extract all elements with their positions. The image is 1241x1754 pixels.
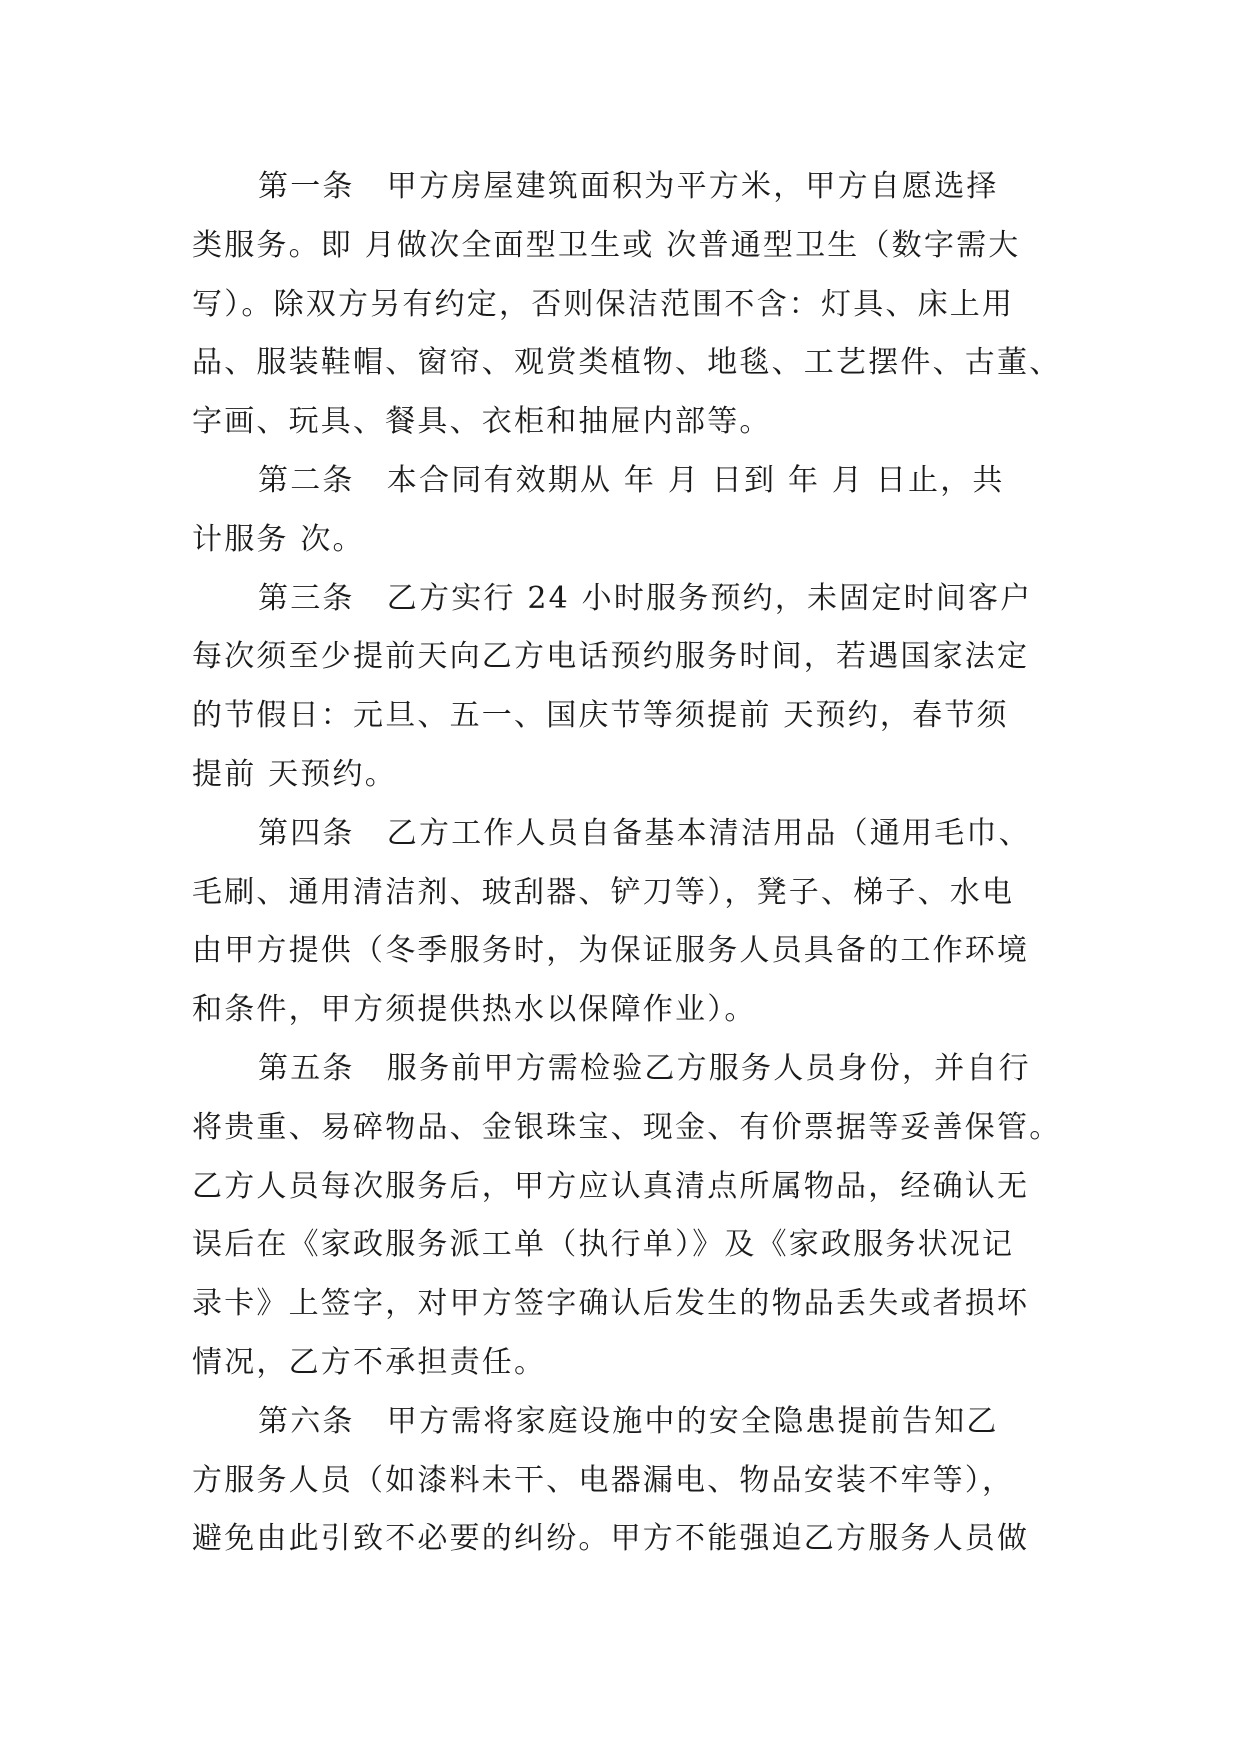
article-5-line-2: 将贵重、易碎物品、金银珠宝、现金、有价票据等妥善保管。: [192, 1109, 1062, 1145]
article-1-line-2: 类服务。即 月做次全面型卫生或 次普通型卫生（数字需大: [192, 227, 1021, 263]
article-5-line-3: 乙方人员每次服务后，甲方应认真清点所属物品，经确认无: [192, 1168, 1030, 1204]
article-5-line-5: 录卡》上签字，对甲方签字确认后发生的物品丢失或者损坏: [192, 1286, 1030, 1322]
article-3-line-4: 提前 天预约。: [192, 756, 397, 792]
article-5-line-4: 误后在《家政服务派工单（执行单）》及《家政服务状况记: [192, 1227, 1015, 1263]
article-4-line-3: 由甲方提供（冬季服务时，为保证服务人员具备的工作环境: [192, 933, 1030, 969]
article-4-line-2: 毛刷、通用清洁剂、玻刮器、铲刀等），凳子、梯子、水电: [192, 874, 1015, 910]
article-1-line-4: 品、服装鞋帽、窗帘、观赏类植物、地毯、工艺摆件、古董、: [192, 345, 1062, 381]
article-1-line-1: 第一条 甲方房屋建筑面积为平方米，甲方自愿选择: [258, 169, 999, 204]
article-5-line-6: 情况，乙方不承担责任。: [192, 1344, 547, 1380]
article-1-line-5: 字画、玩具、餐具、衣柜和抽屉内部等。: [192, 404, 772, 440]
article-5-line-1: 第五条 服务前甲方需检验乙方服务人员身份，并自行: [258, 1050, 1031, 1086]
article-3-line-2: 每次须至少提前天向乙方电话预约服务时间，若遇国家法定: [192, 639, 1030, 675]
article-6-line-3: 避免由此引致不必要的纠纷。甲方不能强迫乙方服务人员做: [192, 1521, 1030, 1557]
article-4-line-1: 第四条 乙方工作人员自备基本清洁用品（通用毛巾、: [258, 815, 1031, 851]
article-6-line-1: 第六条 甲方需将家庭设施中的安全隐患提前告知乙: [258, 1403, 999, 1439]
article-4-line-4: 和条件，甲方须提供热水以保障作业）。: [192, 992, 757, 1028]
article-3-line-3: 的节假日：元旦、五一、国庆节等须提前 天预约，春节须: [192, 698, 1009, 734]
article-2-line-2: 计服务 次。: [192, 521, 365, 557]
article-2-line-1: 第二条 本合同有效期从 年 月 日到 年 月 日止，共: [258, 462, 1005, 498]
article-3-line-1: 第三条 乙方实行 24 小时服务预约，未固定时间客户: [258, 580, 1033, 616]
document-body: [192, 158, 1062, 1569]
article-1-line-3: 写）。除双方另有约定，否则保洁范围不含：灯具、床上用: [192, 286, 1015, 322]
article-6-line-2: 方服务人员（如漆料未干、电器漏电、物品安装不牢等），: [192, 1462, 1015, 1498]
